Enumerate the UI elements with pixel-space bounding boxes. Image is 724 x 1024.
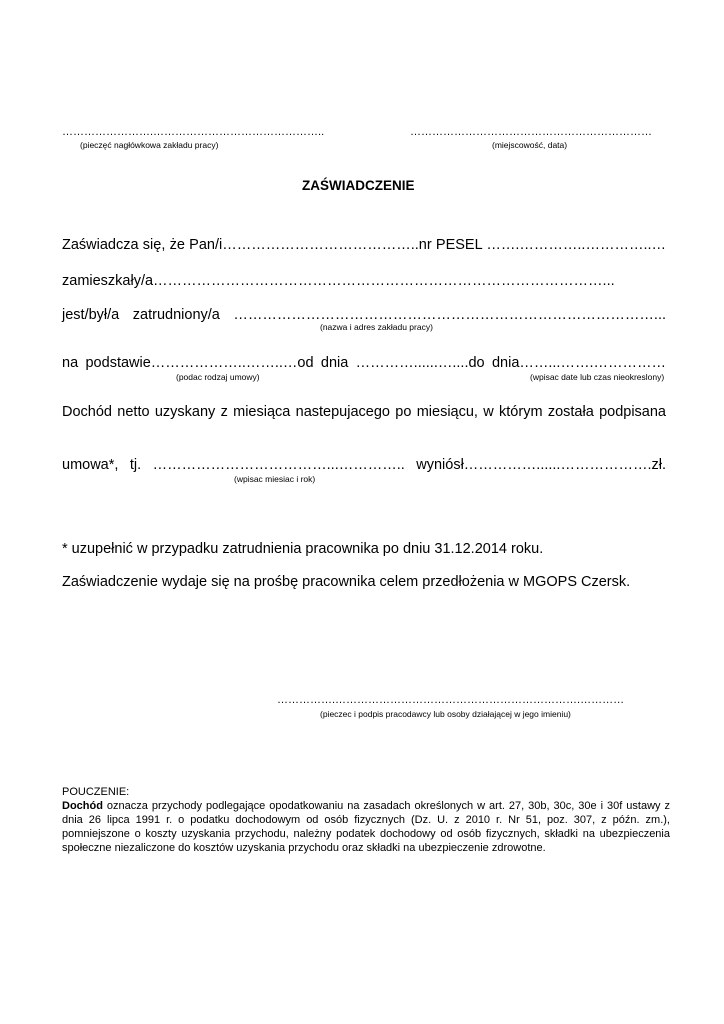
income-amount-line[interactable]: umowa*, tj. ………………………………...………….. wyniósł……………......……………….zł. xyxy=(62,457,666,473)
employer-name-caption: (nazwa i adres zakładu pracy) xyxy=(320,322,433,332)
pouczenie-body: oznacza przychody podlegające opodatkowaniu na zasadach określonych w art. 27, 30b, 30c, 30e i 30f ustawy z dnia 26 lipca 1991 r. o podatku dochodowym od osób fizycznych (Dz. U. z 2010 r. Nr 51, poz. 307, z późn. zm.), pomniejszone o koszty uzyskania przychodu, należny podatek dochodowy od osób fizycznych, składki na ubezpieczenia społeczne niezaliczone do kosztów uzyskania przychodu oraz składki na ubezpieczenie zdrowotne. xyxy=(62,800,670,854)
employer-stamp-caption: (pieczęć nagłówkowa zakładu pracy) xyxy=(80,140,219,150)
certify-line[interactable]: Zaświadcza się, że Pan/i…………………………………..nr PESEL …….…………..…………..… xyxy=(62,237,666,253)
document-title: ZAŚWIADCZENIE xyxy=(302,178,415,193)
pouczenie-term: Dochód xyxy=(62,800,103,812)
place-date-caption: (miejscowość, data) xyxy=(492,140,568,150)
place-date-field[interactable]: ………………………………………………………… xyxy=(410,126,652,138)
contract-basis-line[interactable]: na podstawie………………..……..…od dnia …………......…....do dnia……...…….…………… xyxy=(62,355,666,371)
signature-caption: (pieczec i podpis pracodawcy lub osoby działającej w jego imieniu) xyxy=(320,709,571,719)
purpose-statement: Zaświadczenie wydaje się na prośbę pracownika celem przedłożenia w MGOPS Czersk. xyxy=(62,574,631,590)
contract-type-caption: (podac rodzaj umowy) xyxy=(176,372,260,382)
pouczenie-text xyxy=(62,799,670,855)
footnote: * uzupełnić w przypadku zatrudnienia pracownika po dniu 31.12.2014 roku. xyxy=(62,541,544,557)
address-line[interactable]: zamieszkały/a…………………………………………………………………………………... xyxy=(62,273,615,289)
employer-stamp-field[interactable]: …………………….……………………………………….. xyxy=(62,126,325,138)
month-year-caption: (wpisac miesiac i rok) xyxy=(234,474,316,484)
pouczenie-heading: POUCZENIE: xyxy=(62,786,130,798)
employment-line[interactable]: jest/był/a zatrudniony/a ……………………………………………………………………………... xyxy=(62,307,666,323)
signature-field[interactable]: …………….………………………………………………………….………… xyxy=(277,694,625,706)
income-description-line: Dochód netto uzyskany z miesiąca nastepujacego po miesiącu, w którym została podpisana xyxy=(62,404,666,420)
date-caption: (wpisac date lub czas nieokreslony) xyxy=(530,372,665,382)
